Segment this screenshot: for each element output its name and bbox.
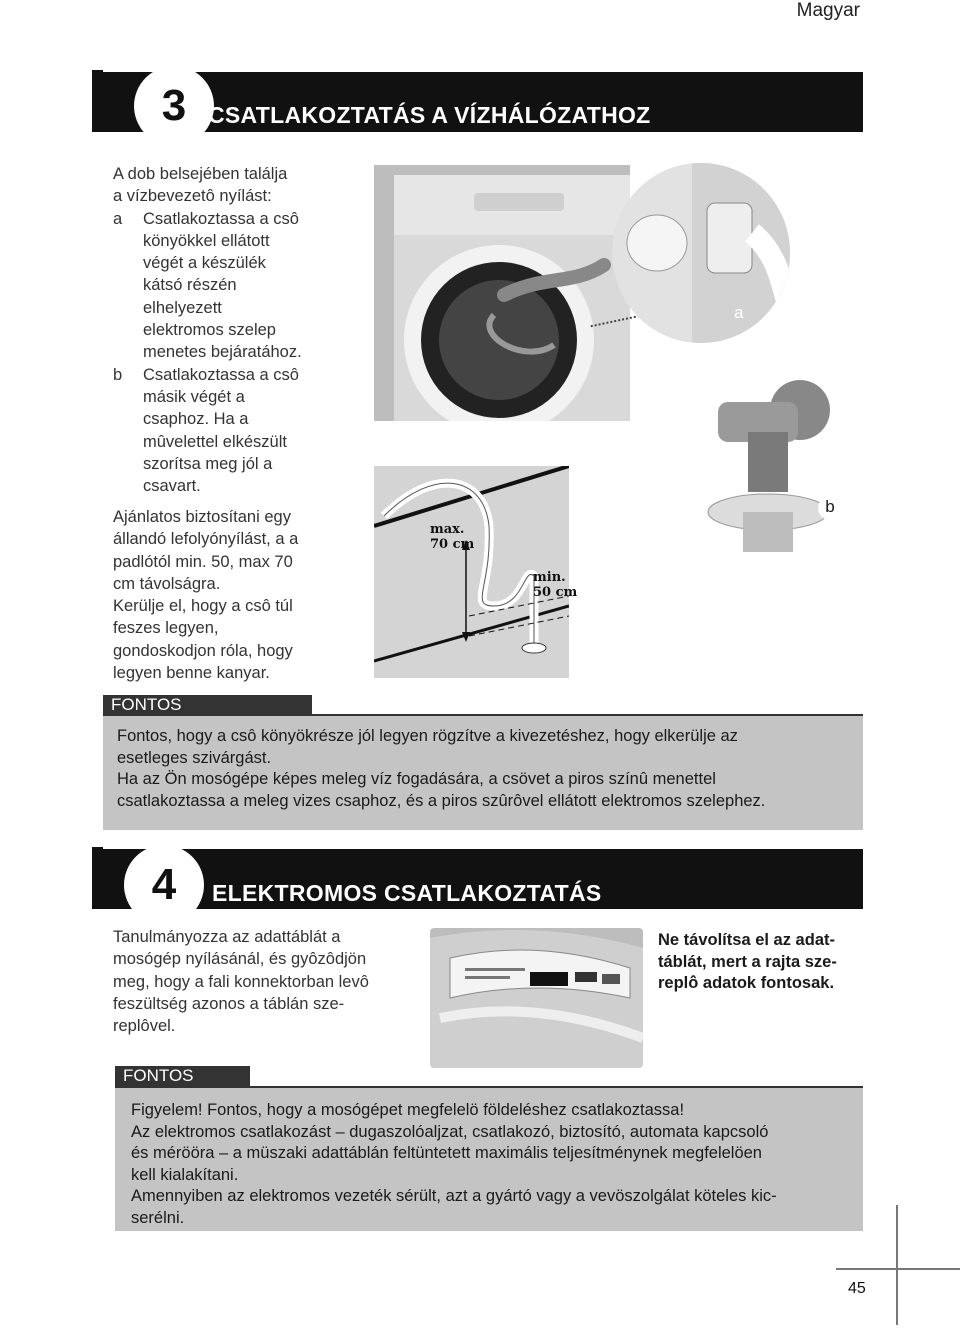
note-line: táblát, mert a rajta sze-: [658, 952, 837, 971]
text-line: Tanulmányozza az adattáblát a: [113, 928, 341, 946]
section-4-header: [92, 849, 863, 909]
text-line: mosógép nyílásánál, és gyôzôdjön: [113, 950, 367, 969]
step-b: [113, 364, 363, 498]
fontos-label: FONTOS: [115, 1066, 250, 1087]
advice-line: állandó lefolyónyílást, a a: [113, 530, 299, 549]
section-4-title: ELEKTROMOS CSATLAKOZTATÁS: [212, 880, 602, 906]
fontos-line: Fontos, hogy a csô könyökrésze jól legyen rögzítve a kivezetéshez, hogy elkerülje az: [117, 727, 738, 745]
text-line: replôvel.: [113, 1017, 176, 1036]
step-line: elhelyezett: [143, 298, 222, 317]
rating-plate-photo: [430, 928, 643, 1068]
step-line: végét a készülék: [143, 254, 266, 273]
advice-line: legyen benne kanyar.: [113, 664, 270, 683]
step-line: csaphoz. Ha a: [143, 410, 249, 429]
step-line: Csatlakoztassa a csô: [143, 365, 299, 384]
step-line: könyökkel ellátott: [143, 231, 270, 250]
fontos-line: Az elektromos csatlakozást – dugaszolóaljzat, csatlakozó, biztosító, automata kapcsoló: [131, 1122, 769, 1141]
section-3-number: 3: [134, 66, 214, 146]
step-marker: b: [113, 365, 123, 384]
valve-closeup-photo: [612, 163, 790, 343]
step-a: [113, 208, 363, 364]
fontos-line: Ha az Ön mosógépe képes meleg víz fogadására, a csövet a piros színû menettel: [117, 770, 716, 788]
fontos-line: esetleges szivárgást.: [117, 748, 272, 767]
fontos-line: és mérööra – a müszaki adattáblán feltüntetett maximális teljesítménynek megfelelöen: [131, 1144, 762, 1162]
figure-label-a: a: [734, 303, 744, 322]
advice-line: feszes legyen,: [113, 619, 219, 638]
step-line: menetes bejáratához.: [143, 343, 302, 362]
step-line: másik végét a: [143, 387, 245, 406]
max-label-line: 70 cm: [430, 537, 475, 552]
advice-line: Kerülje el, hogy a csô túl: [113, 597, 293, 616]
step-line: szorítsa meg jól a: [143, 454, 273, 473]
page-number: 45: [848, 1280, 866, 1297]
max-height-label: [430, 522, 474, 552]
advice-line: Ajánlatos biztosítani egy: [113, 508, 291, 526]
advice-line: padlótól min. 50, max 70: [113, 552, 293, 571]
washing-machine-illustration: [374, 165, 630, 421]
tap-photo: [688, 372, 838, 552]
crop-mark-vertical: [896, 1205, 898, 1325]
step-line: kátsó részén: [143, 276, 237, 295]
advice-line: cm távolságra.: [113, 574, 221, 593]
fontos-line: Figyelem! Fontos, hogy a mosógépet megfelelö földeléshez csatlakoztassa!: [131, 1101, 685, 1119]
tap-illustration: [688, 372, 838, 552]
min-height-label: [533, 570, 577, 600]
section-3-header: [92, 72, 863, 132]
language-label: Magyar: [796, 0, 860, 21]
text-line: feszültség azonos a táblán sze-: [113, 994, 345, 1013]
step-line: mûvelettel elkészült: [143, 432, 287, 451]
rating-plate-note: [658, 930, 863, 995]
min-label-line: 50 cm: [533, 585, 578, 600]
section-4-number: 4: [124, 845, 204, 925]
crop-mark-horizontal: [836, 1268, 960, 1270]
step-line: elektromos szelep: [143, 321, 276, 340]
intro-line: a vízbevezetô nyílást:: [113, 187, 272, 206]
fontos-line: serélni.: [131, 1208, 185, 1227]
min-label-line: min.: [533, 570, 566, 585]
step-line: Csatlakoztassa a csô: [143, 209, 299, 228]
text-line: meg, hogy a fali konnektorban levô: [113, 972, 369, 991]
note-line: replô adatok fontosak.: [658, 974, 835, 992]
step-line: csavart.: [143, 477, 201, 496]
figure-label-b: b: [818, 496, 842, 520]
fontos-box-water: [103, 716, 863, 830]
section-3-title: CSATLAKOZTATÁS A VÍZHÁLÓZATHOZ: [208, 102, 651, 128]
washing-machine-photo: [374, 165, 630, 421]
intro-line: A dob belsejében találja: [113, 165, 288, 183]
fontos-box-electrical: [115, 1088, 863, 1231]
fontos-label: FONTOS: [103, 695, 312, 716]
step-marker: a: [113, 209, 123, 228]
fontos-line: kell kialakítani.: [131, 1165, 239, 1184]
drain-advice: [113, 506, 363, 684]
rating-plate-illustration: [430, 928, 643, 1068]
fontos-line: csatlakoztassa a meleg vizes csaphoz, és a piros szûrôvel ellátott elektromos szelephez.: [117, 791, 766, 810]
note-line: Ne távolítsa el az adat-: [658, 931, 835, 949]
fontos-line: Amennyiben az elektromos vezeték sérült, azt a gyártó vagy a vevöszolgálat köteles kic-: [131, 1187, 777, 1205]
section-4-instructions: [113, 926, 423, 1037]
max-label-line: max.: [430, 522, 465, 537]
section-3-instructions: [113, 163, 363, 497]
valve-illustration: [612, 163, 790, 343]
advice-line: gondoskodjon róla, hogy: [113, 641, 293, 660]
